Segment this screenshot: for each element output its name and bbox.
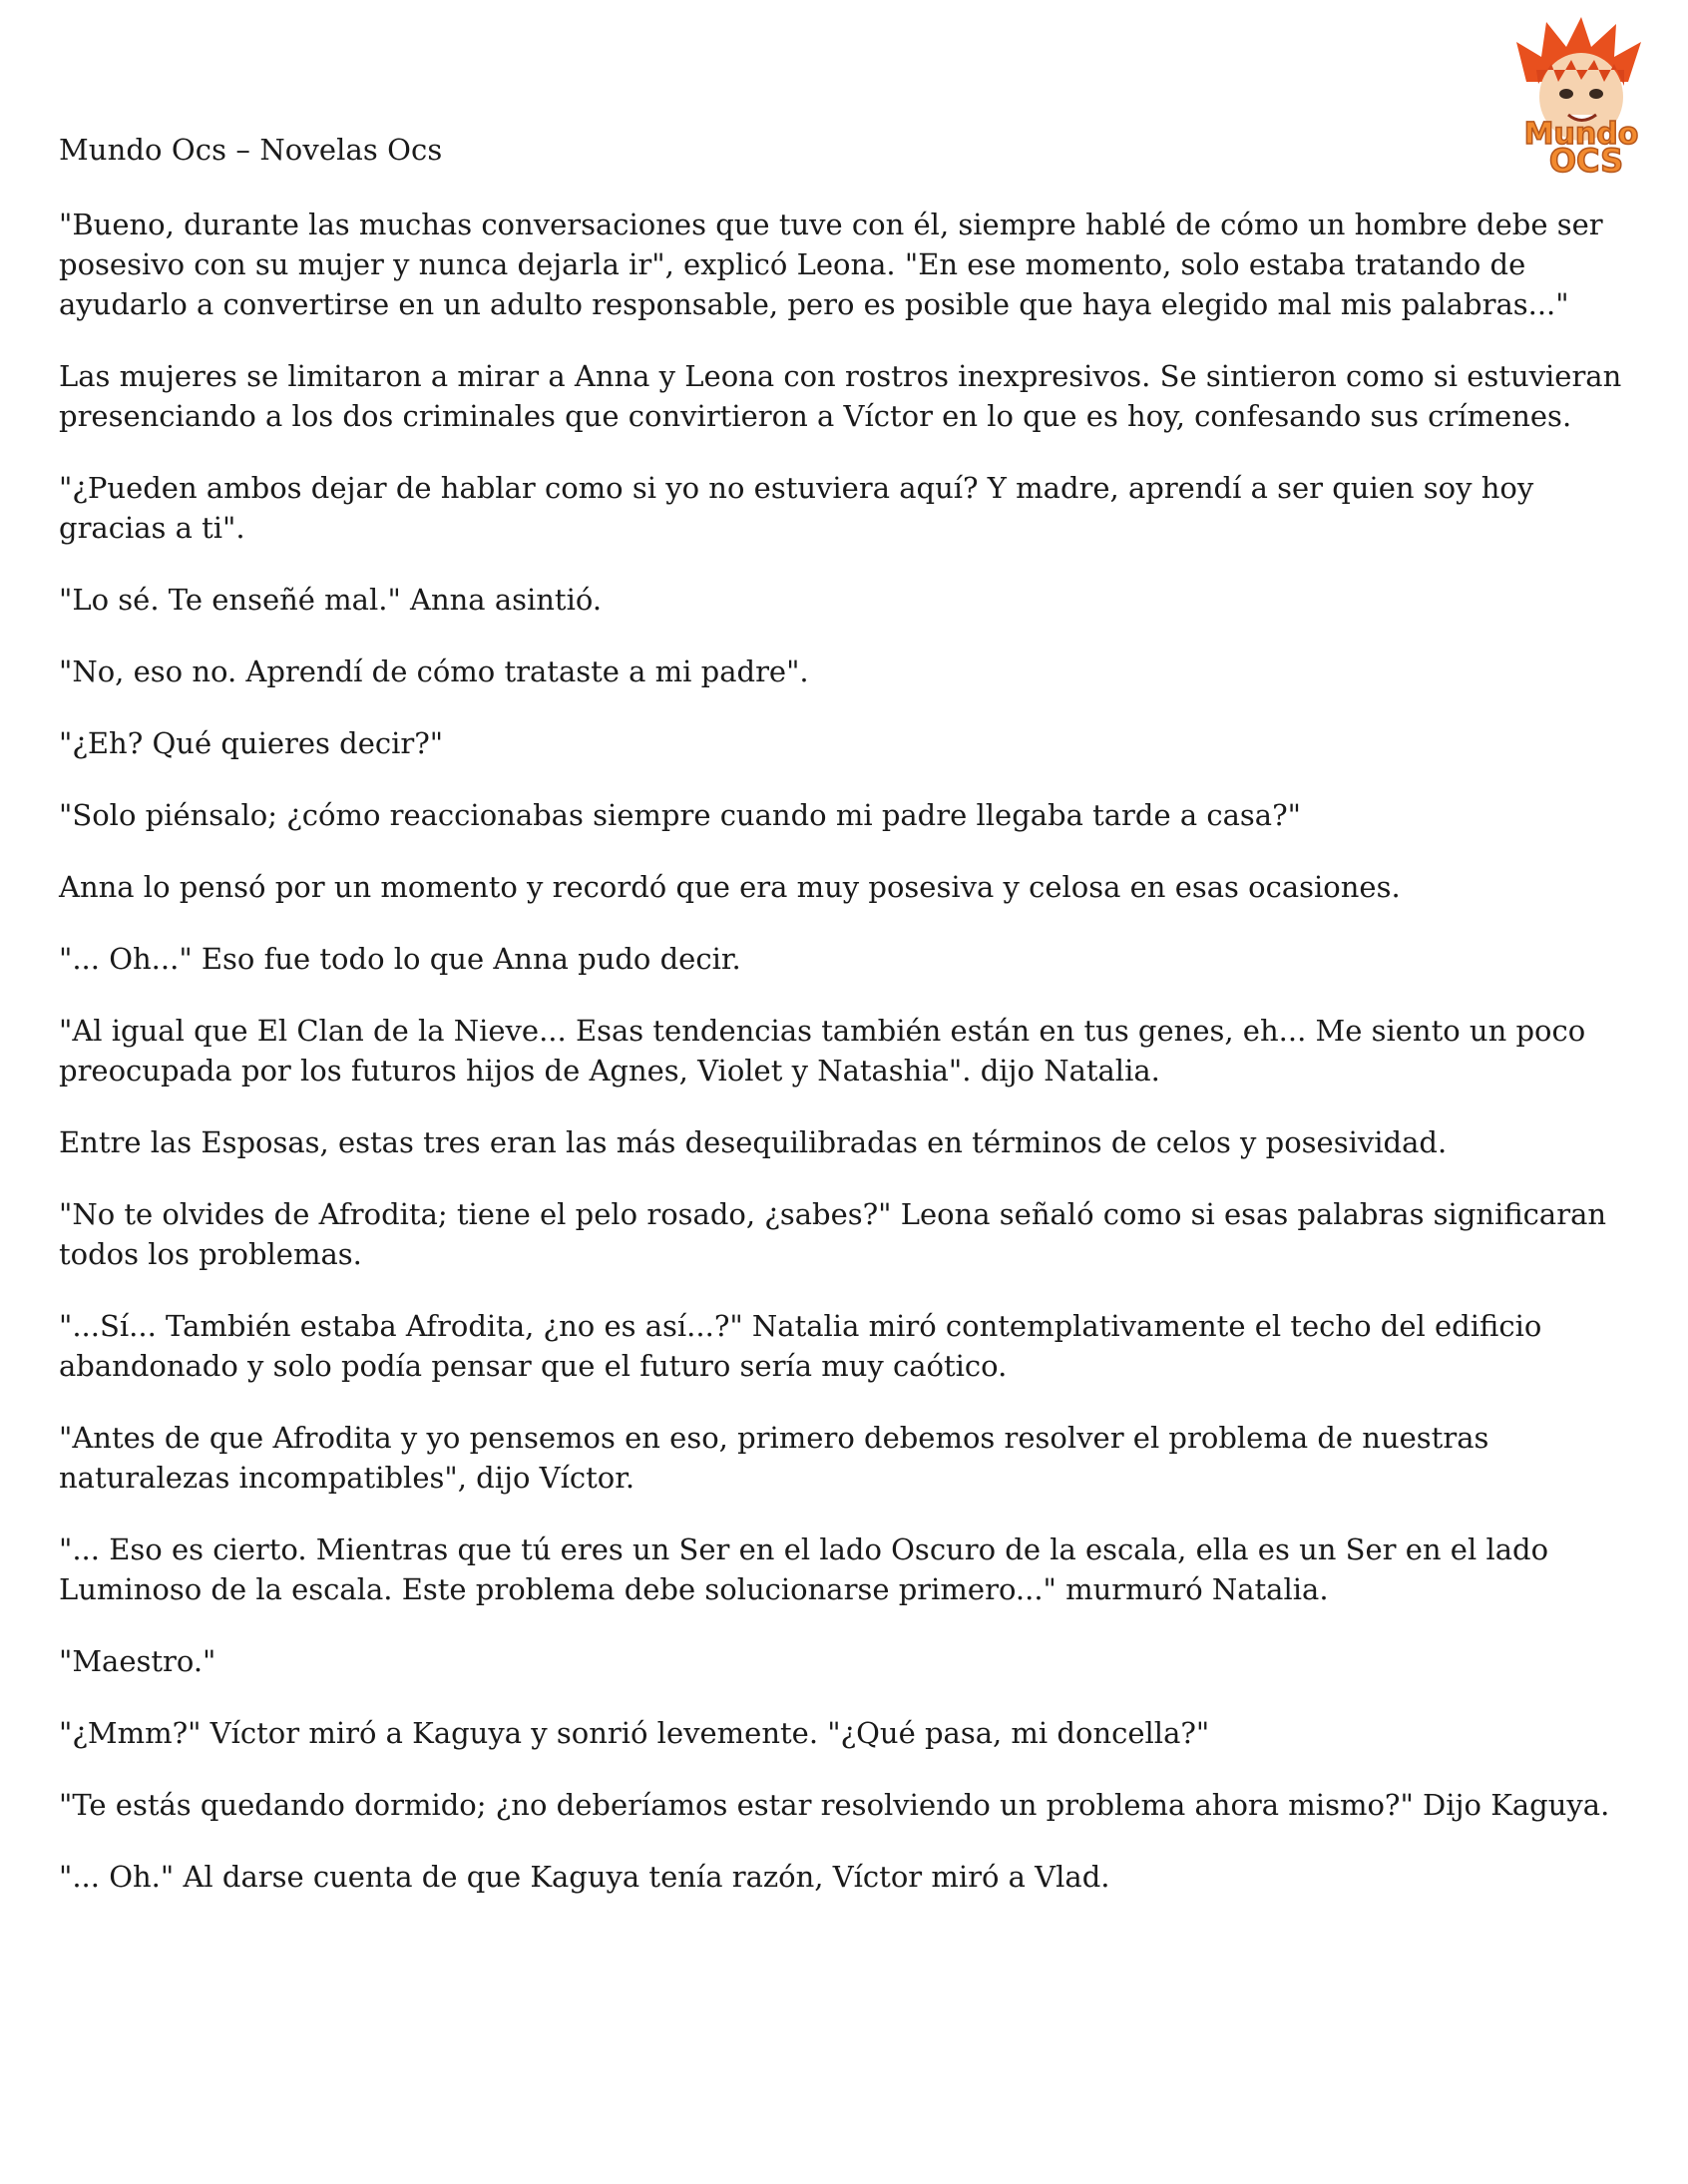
paragraph: "Maestro." <box>59 1644 216 1678</box>
paragraph: "¿Mmm?" Víctor miró a Kaguya y sonrió levemente. "¿Qué pasa, mi doncella?" <box>59 1716 1210 1750</box>
paragraph: Las mujeres se limitaron a mirar a Anna y Leona con rostros inexpresivos. Se sintieron como si estuvieran presenciando a los dos criminales que convirtieron a Víctor en lo que es hoy, confesando sus crímenes. <box>59 359 1622 433</box>
paragraph: "¿Eh? Qué quieres decir?" <box>59 726 444 760</box>
document-body <box>59 205 1645 1929</box>
logo-left-eye <box>1559 89 1573 99</box>
logo-graphic <box>1496 12 1666 182</box>
paragraph: "No, eso no. Aprendí de cómo trataste a mi padre". <box>59 655 809 688</box>
logo-text-ocs: OCS <box>1548 142 1624 180</box>
paragraph: "... Eso es cierto. Mientras que tú eres un Ser en el lado Oscuro de la escala, ella es un Ser en el lado Luminoso de la escala. Este problema debe solucionarse primero..." murmuró Natalia. <box>59 1532 1549 1606</box>
paragraph: "...Sí... También estaba Afrodita, ¿no es así...?" Natalia miró contemplativamente el techo del edificio abandonado y solo podía pensar que el futuro sería muy caótico. <box>59 1309 1542 1383</box>
paragraph: "¿Pueden ambos dejar de hablar como si yo no estuviera aquí? Y madre, aprendí a ser quien soy hoy gracias a ti". <box>59 471 1534 545</box>
paragraph: Entre las Esposas, estas tres eran las más desequilibradas en términos de celos y posesividad. <box>59 1125 1448 1159</box>
paragraph: "No te olvides de Afrodita; tiene el pelo rosado, ¿sabes?" Leona señaló como si esas palabras significaran todos los problemas. <box>59 1197 1607 1271</box>
paragraph: "Te estás quedando dormido; ¿no deberíamos estar resolviendo un problema ahora mismo?" Dijo Kaguya. <box>59 1788 1610 1822</box>
paragraph: "Antes de que Afrodita y yo pensemos en eso, primero debemos resolver el problema de nuestras naturalezas incompatibles", dijo Víctor. <box>59 1421 1489 1495</box>
paragraph: "Solo piénsalo; ¿cómo reaccionabas siempre cuando mi padre llegaba tarde a casa?" <box>59 798 1301 832</box>
mundo-ocs-logo <box>1496 12 1666 182</box>
logo-right-eye <box>1589 89 1603 99</box>
paragraph: "... Oh..." Eso fue todo lo que Anna pudo decir. <box>59 942 741 976</box>
paragraph: "... Oh." Al darse cuenta de que Kaguya tenía razón, Víctor miró a Vlad. <box>59 1860 1110 1894</box>
paragraph: "Lo sé. Te enseñé mal." Anna asintió. <box>59 583 603 617</box>
paragraph: "Bueno, durante las muchas conversaciones que tuve con él, siempre hablé de cómo un hombre debe ser posesivo con su mujer y nunca dejarla ir", explicó Leona. "En ese momento, solo estaba tratando de ayudarlo a convertirse en un adulto responsable, pero es posible que haya elegido mal mis palabras..." <box>59 208 1603 321</box>
paragraph: "Al igual que El Clan de la Nieve... Esas tendencias también están en tus genes, eh... Me siento un poco preocupada por los futuros hijos de Agnes, Violet y Natashia". dijo Natalia. <box>59 1014 1586 1088</box>
paragraph: Anna lo pensó por un momento y recordó que era muy posesiva y celosa en esas ocasiones. <box>59 870 1401 904</box>
logo-text-mundo: Mundo <box>1523 117 1639 152</box>
page-header: Mundo Ocs – Novelas Ocs <box>59 133 443 167</box>
